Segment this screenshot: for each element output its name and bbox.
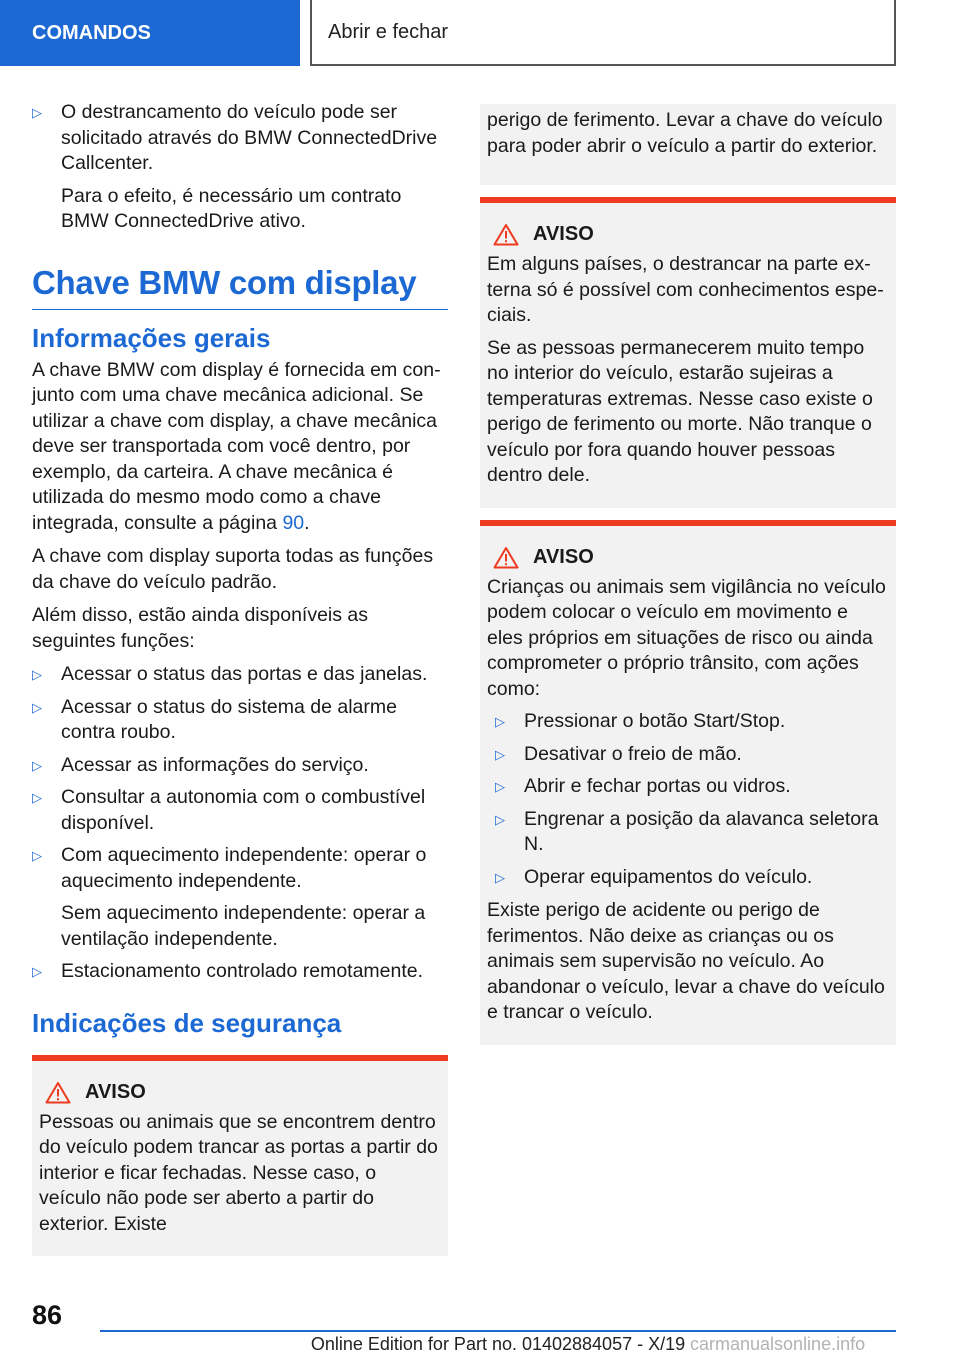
- function-item-text: Acessar o status do sistema de alarme contra roubo.: [61, 695, 397, 743]
- list-item: [495, 742, 889, 768]
- warning-title: AVISO: [85, 1080, 146, 1103]
- footer-divider: [100, 1330, 896, 1332]
- list-item: [32, 959, 448, 985]
- warning-triangle-icon: [493, 546, 519, 569]
- warning-text: Existe perigo de acidente ou perigo de ferimentos. Não deixe as crianças ou os animais sem supervisão no veículo. Ao abandonar o veículo, levar a chave do veículo e trancar o veículo.: [487, 899, 885, 1023]
- left-column: [32, 100, 448, 1256]
- list-item: [495, 774, 889, 800]
- list-item: [32, 100, 448, 235]
- intro-bullet-text: O destrancamento do veículo pode ser solicitado através do BMW ConnectedDrive Callcenter.: [61, 101, 438, 174]
- warning-text: perigo de ferimento. Levar a chave do veículo para poder abrir o veículo a partir do exterior.: [487, 109, 883, 157]
- functions-list: [32, 662, 448, 985]
- function-item-subtext: Sem aquecimento independente: operar a ventilação independente.: [61, 902, 426, 950]
- list-item: [495, 865, 889, 891]
- warning-text: Em alguns países, o destrancar na parte externa só é possível com conhecimentos especiais.: [487, 253, 884, 326]
- warning-header: [487, 546, 889, 569]
- watermark: carmanualsonline.info: [690, 1334, 866, 1354]
- list-item: [32, 843, 448, 952]
- triangle-right-icon: ▷: [495, 714, 505, 729]
- list-item: [495, 709, 889, 735]
- warning-box: [32, 1055, 448, 1257]
- warning-triangle-icon: [493, 223, 519, 246]
- section-title: Abrir e fechar: [310, 0, 896, 66]
- warning-text: Pessoas ou animais que se encontrem dentro do veículo podem trancar as portas a partir do interior e ficar fechadas. Nesse caso, o veículo não pode ser aberto a partir do exterior. Existe: [39, 1110, 438, 1235]
- action-item-text: Operar equipamentos do veículo.: [524, 865, 813, 888]
- functions-intro: Além disso, estão ainda disponíveis as seguintes funções:: [32, 604, 369, 652]
- triangle-right-icon: ▷: [32, 790, 42, 805]
- warning-header: [487, 223, 889, 246]
- function-item-text: Acessar o status das portas e das janelas.: [61, 663, 428, 685]
- intro-bullet-subtext: Para o efeito, é necessário um contrato BMW ConnectedDrive ativo.: [61, 184, 402, 232]
- info-paragraph: [32, 358, 448, 537]
- page-reference-link[interactable]: 90: [282, 511, 305, 534]
- warning-box-continued: [480, 104, 896, 185]
- action-item-text: Desativar o freio de mão.: [524, 742, 742, 765]
- function-item-text: Consultar a autonomia com o combustível disponível.: [61, 786, 426, 834]
- warning-box: [480, 520, 896, 1045]
- warning-text: Se as pessoas permanecerem muito tempo no interior do veículo, estarão sujeiras a temperaturas extremas. Nesse caso existe o perigo de ferimento ou morte. Não tranque o veículo por fora quando houver pessoas dentro dele.: [487, 336, 873, 486]
- spacer: [480, 508, 896, 520]
- intro-bullet-list: [32, 100, 448, 235]
- warning-triangle-icon: [45, 1081, 71, 1104]
- list-item: [32, 695, 448, 746]
- triangle-right-icon: ▷: [495, 746, 505, 762]
- function-item-text: Com aquecimento independente: operar o aquecimento independente.: [61, 844, 427, 892]
- triangle-right-icon: ▷: [495, 779, 505, 794]
- page-header: [0, 0, 960, 66]
- triangle-right-icon: ▷: [32, 848, 42, 863]
- list-item: [32, 753, 448, 779]
- chapter-tab[interactable]: COMANDOS: [0, 0, 300, 66]
- triangle-right-icon: ▷: [32, 105, 42, 120]
- footer-edition: Online Edition for Part no. 01402884057 - X/19: [310, 1334, 686, 1354]
- subsection-heading-safety: Indicações de segurança: [32, 1007, 342, 1038]
- action-item-text: Engrenar a posição da alavanca seletora N.: [524, 807, 879, 855]
- right-column: [480, 104, 896, 1045]
- warning-title: AVISO: [533, 223, 594, 245]
- page-number: 86: [32, 1300, 63, 1330]
- section-heading: Chave BMW com display: [32, 263, 448, 310]
- action-item-text: Pressionar o botão Start/Stop.: [524, 710, 786, 732]
- list-item: [32, 662, 448, 688]
- triangle-right-icon: ▷: [495, 869, 505, 885]
- function-item-text: Estacionamento controlado remotamente.: [61, 960, 424, 982]
- warning-header: [39, 1081, 441, 1104]
- info-paragraph-text: A chave BMW com display é fornecida em conjunto com uma chave mecânica adicional. Se utilizar a chave com display, a chave mecânica deve ser transportada com você dentro, por exemplo, da carteira. A chave mecânica é utilizada do mesmo modo como a chave integrada, consulte a página: [32, 358, 441, 534]
- triangle-right-icon: ▷: [32, 667, 42, 682]
- triangle-right-icon: ▷: [32, 757, 42, 773]
- action-item-text: Abrir e fechar portas ou vidros.: [524, 775, 791, 797]
- triangle-right-icon: ▷: [495, 811, 505, 827]
- support-paragraph: A chave com display suporta todas as funções da chave do veículo padrão.: [32, 545, 434, 593]
- list-item: [32, 785, 448, 836]
- warning-text: Crianças ou animais sem vigilância no veículo podem colocar o veículo em movimento e eles próprios em situações de risco ou ainda comprometer o próprio trânsito, com ações como:: [487, 575, 886, 700]
- info-paragraph-end: .: [304, 511, 310, 534]
- list-item: [495, 807, 889, 858]
- triangle-right-icon: ▷: [32, 964, 42, 979]
- subsection-heading-info: Informações gerais: [32, 322, 271, 353]
- warning-box: [480, 197, 896, 508]
- function-item-text: Acessar as informações do serviço.: [61, 753, 369, 776]
- triangle-right-icon: ▷: [32, 699, 42, 715]
- warning-actions-list: [495, 709, 889, 890]
- warning-title: AVISO: [533, 545, 594, 568]
